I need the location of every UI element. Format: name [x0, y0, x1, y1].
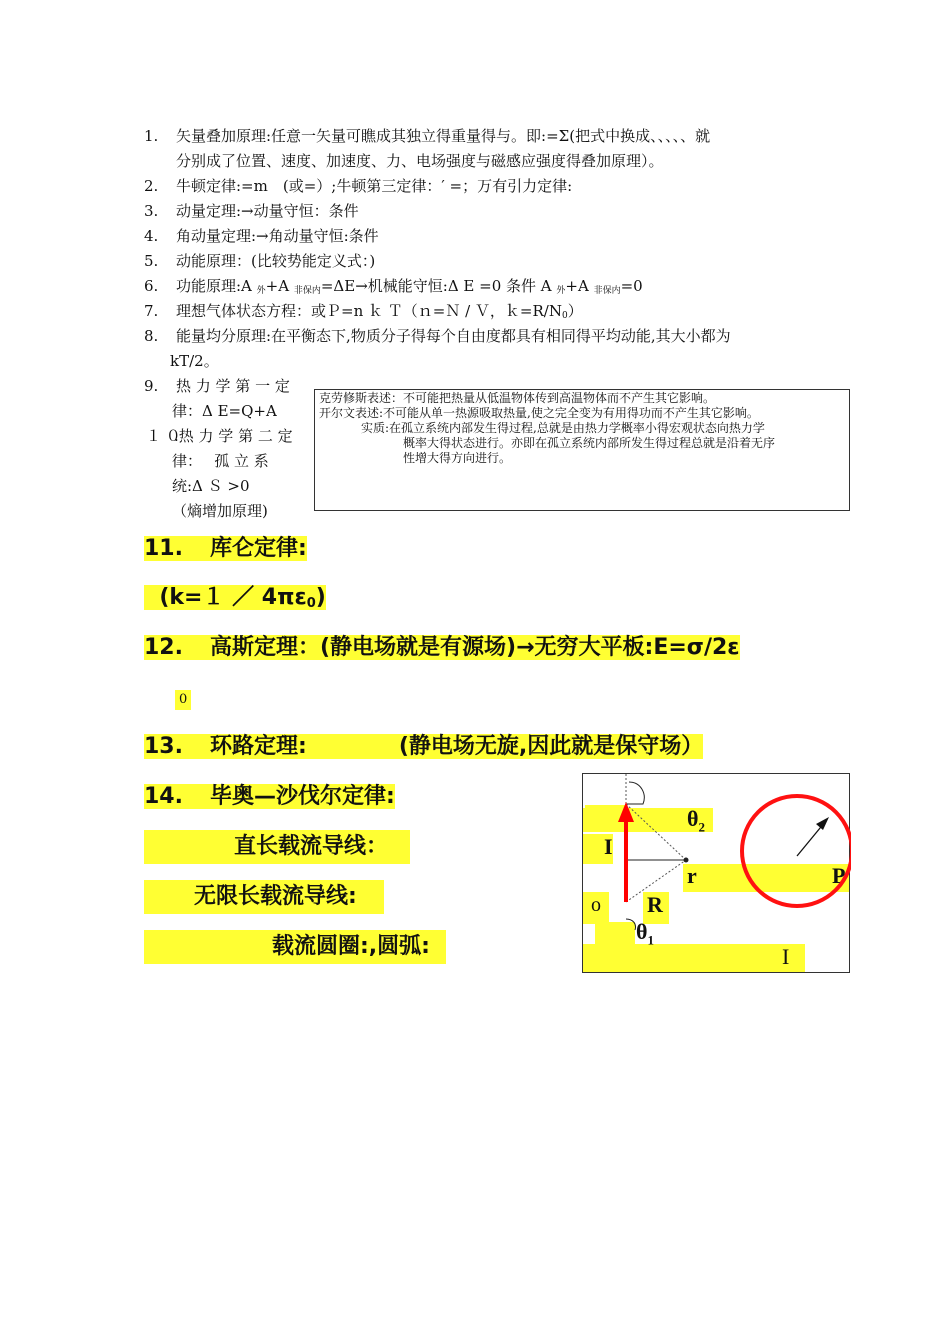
theta1-label: $\theta_1$ — [636, 919, 654, 948]
item-1-line2: 分别成了位置、速度、加速度、力、电场强度与磁感应强度得叠加原理）。 — [176, 152, 664, 170]
essence-line2: 概率大得状态进行。亦即在孤立系统内部所发生得过程总就是沿着无序 — [403, 436, 776, 450]
o-label: o — [591, 894, 601, 916]
angle-arc-top — [626, 782, 644, 804]
loop-current-label: I — [782, 944, 790, 969]
current-label: I — [604, 834, 613, 859]
item-7: 7. 理想气体状态方程：或Ｐ=n ｋ Ｔ（ｎ=Ｎ / Ｖ，$k=R/N_0$） — [144, 302, 583, 321]
section-11-heading: 11. 库仑定律: — [144, 536, 307, 561]
circular-loop: 载流圆圈:,圆弧: — [144, 930, 446, 964]
item-10: １ ０.热 力 学 第 二 定 — [146, 427, 293, 445]
infinite-wire: 无限长载流导线: — [144, 880, 384, 914]
section-13-heading: 13. 环路定理: (静电场无旋,因此就是保守场） — [144, 734, 704, 759]
item-9-line2: 律：Δ E=Q+A — [172, 402, 277, 420]
clausius-statement: 克劳修斯表述：不可能把热量从低温物体传到高温物体而不产生其它影响。 — [319, 391, 716, 405]
field-point — [684, 858, 689, 863]
current-loop — [742, 796, 851, 906]
R-label: R — [647, 892, 663, 917]
diagram-svg — [583, 774, 851, 974]
item-3: 3. 动量定理:→动量守恒：条件 — [144, 202, 359, 220]
straight-wire: 直长载流导线： — [144, 830, 410, 864]
item-6: 6. 功能原理:A $_外$+A $_{非保内}$=ΔE→机械能守恒:Δ E =0 条件 A $_外$+A $_{非保内}$=0 — [144, 277, 643, 296]
radius-arrowhead — [816, 817, 829, 830]
item-8: 8. 能量均分原理:在平衡态下,物质分子得每个自由度都具有相同得平均动能,其大小都为 — [144, 327, 731, 345]
item-4: 4. 角动量定理:→角动量守恒:条件 — [144, 227, 379, 245]
second-law-box — [314, 389, 850, 511]
item-1: 1. 矢量叠加原理:任意一矢量可瞧成其独立得重量得与。即:=Σ(把式中换成、、、、、就 — [144, 127, 711, 145]
section-12-continuation: 0 — [175, 690, 191, 710]
item-10-line2: 律： 孤 立 系 — [172, 452, 269, 470]
item-2: 2. 牛顿定律:=m (或=）;牛顿第三定律：′ =；万有引力定律: — [144, 177, 573, 195]
item-5: 5. 动能原理：(比较势能定义式：) — [144, 252, 376, 270]
biot-savart-diagram — [582, 773, 850, 973]
item-10-line4: （熵增加原理) — [172, 502, 268, 520]
dashed-line-to-point — [626, 804, 686, 860]
essence-line3: 性增大得方向进行。 — [403, 451, 512, 465]
item-10-line3: 统:Δ Ｓ >0 — [172, 477, 250, 495]
essence-line1: 实质:在孤立系统内部发生得过程,总就是由热力学概率小得宏观状态向热力学 — [361, 421, 765, 435]
item-8-line2: kT/2。 — [170, 352, 219, 370]
r-label: r — [687, 863, 697, 888]
current-arrow — [618, 802, 634, 822]
coulomb-constant: (k=１ ／ 4πε0) — [144, 581, 326, 621]
section-12-heading: 12. 高斯定理：(静电场就是有源场)→无穷大平板:E=σ/2ε — [144, 635, 740, 660]
item-9: 9. 热 力 学 第 一 定 — [144, 377, 290, 395]
theta2-label: $\theta_2$ — [687, 806, 705, 835]
angle-arc-bottom — [626, 919, 636, 930]
kelvin-statement: 开尔文表述:不可能从单一热源吸取热量,使之完全变为有用得功而不产生其它影响。 — [319, 406, 759, 420]
p-label: P — [832, 863, 846, 888]
section-14-heading: 14. 毕奥—沙伐尔定律: — [144, 784, 395, 809]
